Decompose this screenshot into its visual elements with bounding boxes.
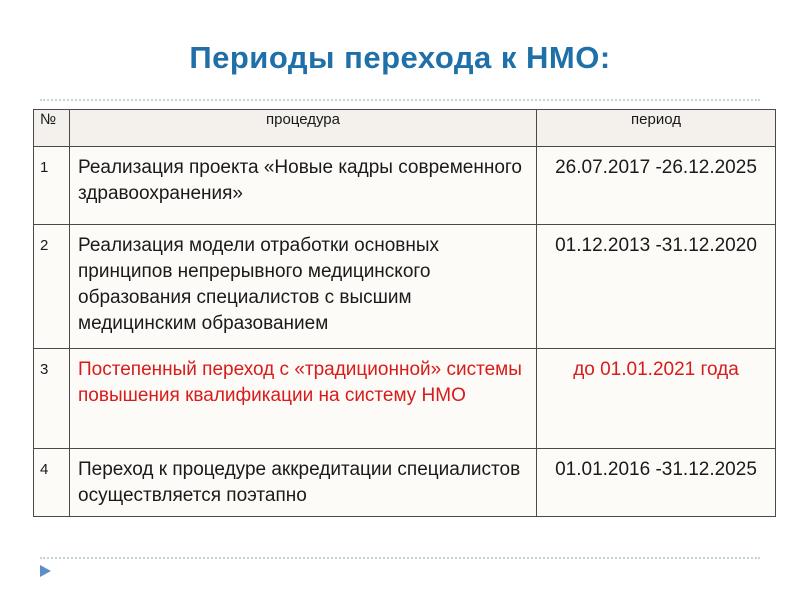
row-procedure: Реализация модели отработки основных принципов непрерывного медицинского образования специалистов с высшим медицинским образованием bbox=[70, 225, 537, 349]
row-number: 1 bbox=[34, 147, 70, 225]
row-procedure: Постепенный переход с «традиционной» системы повышения квалификации на систему НМО bbox=[70, 349, 537, 449]
table-row bbox=[34, 349, 776, 449]
table-header-row bbox=[34, 110, 776, 147]
top-divider bbox=[40, 99, 760, 101]
header-period: период bbox=[537, 110, 776, 147]
row-procedure: Переход к процедуре аккредитации специалистов осуществляется поэтапно bbox=[70, 449, 537, 517]
row-procedure: Реализация проекта «Новые кадры современного здравоохранения» bbox=[70, 147, 537, 225]
row-number: 2 bbox=[34, 225, 70, 349]
bottom-divider bbox=[40, 557, 760, 559]
row-period: 01.12.2013 -31.12.2020 bbox=[537, 225, 776, 349]
header-procedure: процедура bbox=[70, 110, 537, 147]
row-period: 01.01.2016 -31.12.2025 bbox=[537, 449, 776, 517]
header-number: № bbox=[34, 110, 70, 147]
row-number: 4 bbox=[34, 449, 70, 517]
page-title: Периоды перехода к НМО: bbox=[189, 40, 611, 75]
table-row bbox=[34, 449, 776, 517]
table-row bbox=[34, 147, 776, 225]
triangle-bullet-icon bbox=[40, 565, 51, 577]
row-number: 3 bbox=[34, 349, 70, 449]
row-period: до 01.01.2021 года bbox=[537, 349, 776, 449]
table-row bbox=[34, 225, 776, 349]
transition-periods-table bbox=[33, 109, 776, 517]
row-period: 26.07.2017 -26.12.2025 bbox=[537, 147, 776, 225]
